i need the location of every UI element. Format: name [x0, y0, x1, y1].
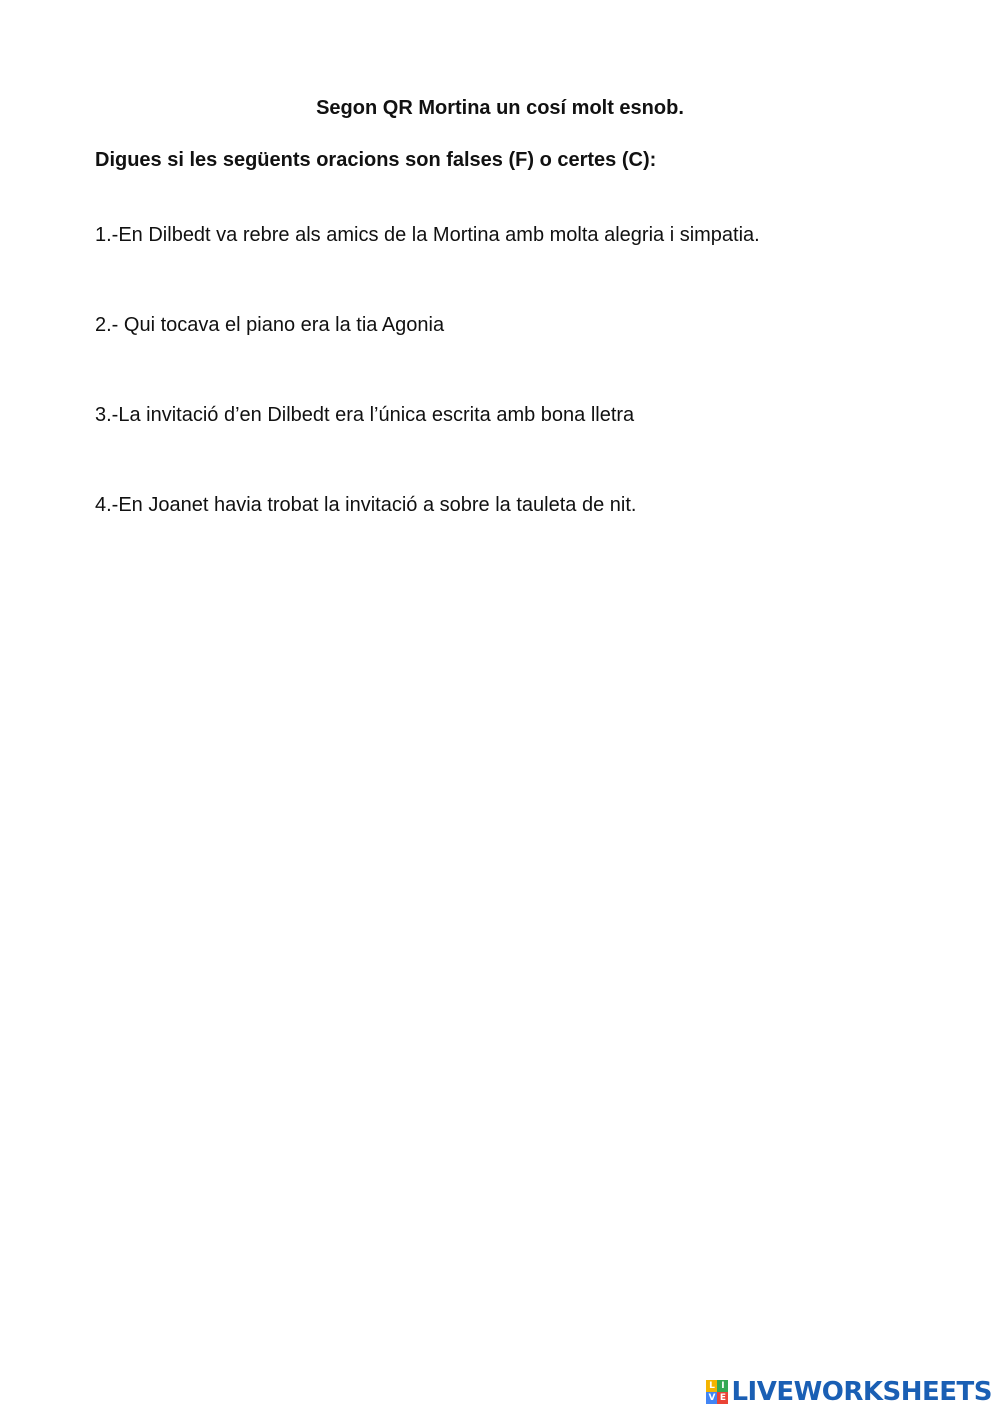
liveworksheets-brand-text: LIVEWORKSHEETS — [731, 1377, 992, 1407]
question-1: 1.-En Dilbedt va rebre als amics de la Mortina amb molta alegria i simpatia. — [95, 224, 760, 246]
question-2: 2.- Qui tocava el piano era la tia Agonia — [95, 314, 445, 336]
worksheet-instruction: Digues si les següents oracions son falses (F) o certes (C): — [95, 149, 657, 171]
liveworksheets-logo — [706, 1377, 992, 1407]
liveworksheets-mark-icon: L I V E — [706, 1380, 728, 1404]
question-4: 4.-En Joanet havia trobat la invitació a sobre la tauleta de nit. — [95, 494, 637, 516]
question-3: 3.-La invitació d’en Dilbedt era l’única escrita amb bona lletra — [95, 404, 635, 426]
worksheet-title: Segon QR Mortina un cosí molt esnob. — [316, 97, 684, 119]
